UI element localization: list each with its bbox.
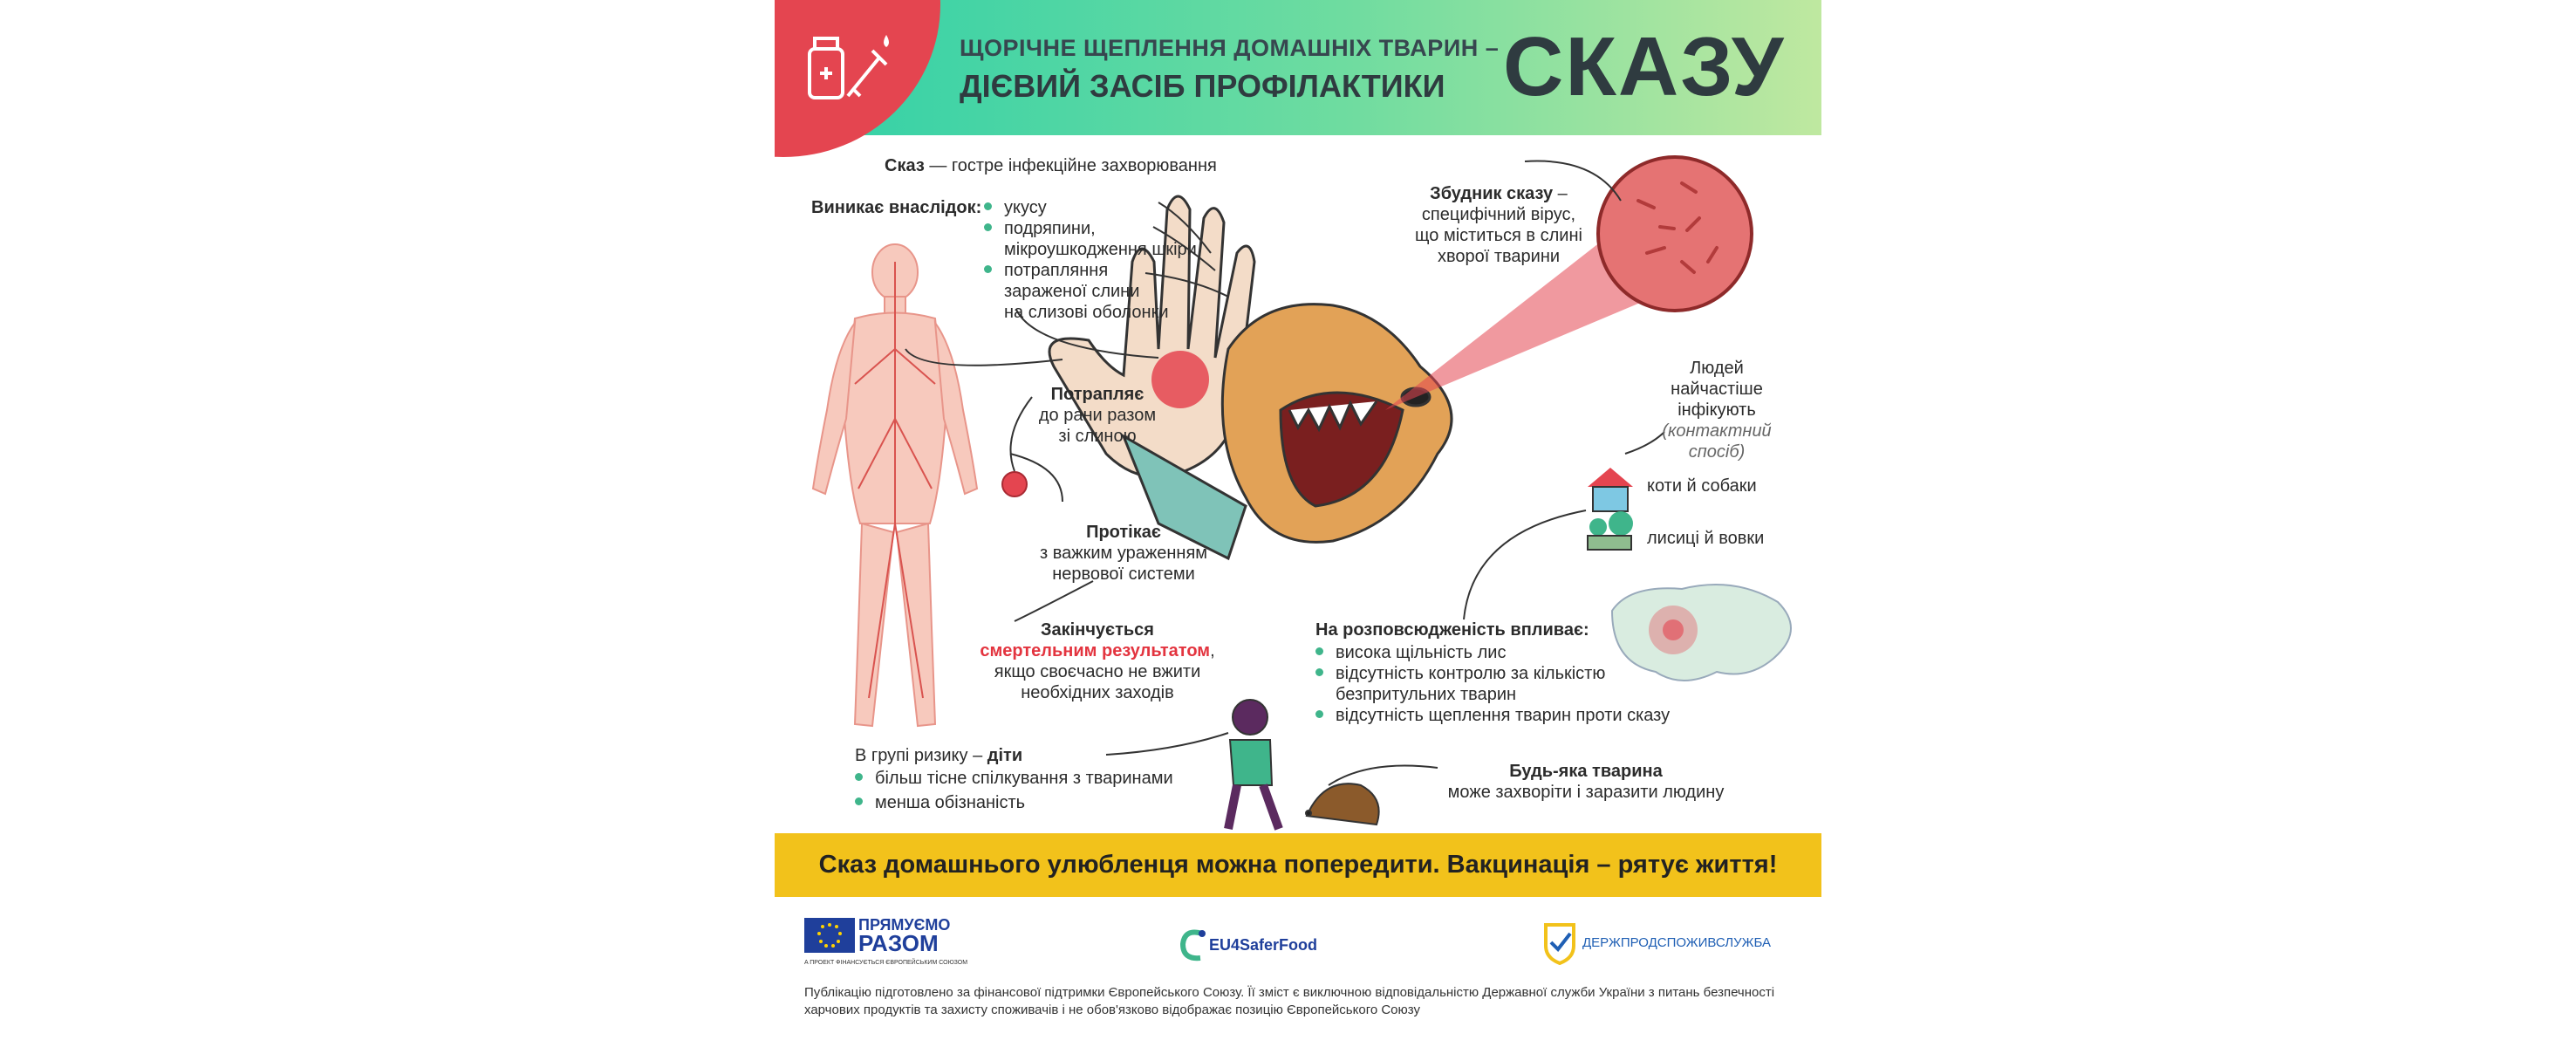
definition-text: Сказ — гостре інфекційне захворювання bbox=[885, 156, 1217, 175]
cause-saliva: потрапляння bbox=[984, 260, 1108, 281]
eu-flag-icon bbox=[804, 918, 855, 953]
any-animal-block: Будь-яка тварина може захворіти і заразити людину bbox=[1447, 762, 1725, 802]
spread-item-vaccination: відсутність щеплення тварин проти сказу bbox=[1315, 705, 1670, 726]
hedgehog-illustration bbox=[1306, 784, 1379, 825]
footer-disclaimer: Публікацію підготовлено за фінансової підтримки Європейського Союзу. Її зміст є виключною відповідальністю Державної служби України з питань безпечності харчових продуктів та захисту споживачів і не обов'язково відображає позицію Європейського Союзу bbox=[804, 985, 1775, 1017]
pathogen-block: Збудник сказу – специфічний вірус, що міститься в слині хворої тварини bbox=[1415, 184, 1582, 266]
cause-saliva-line2: зараженої слини bbox=[1004, 282, 1140, 301]
forest-wildlife-icon bbox=[1588, 511, 1633, 550]
dps-shield-check-icon bbox=[1542, 920, 1577, 965]
source-cats-dogs: коти й собаки bbox=[1647, 476, 1757, 496]
eu-logo[interactable] bbox=[804, 916, 968, 972]
dog-head-illustration bbox=[1222, 305, 1452, 543]
eu-slogan-line1: ПРЯМУЄМО bbox=[858, 916, 951, 934]
dps-logo[interactable] bbox=[1542, 920, 1795, 965]
dps-text: ДЕРЖПРОДСПОЖИВСЛУЖБА bbox=[1582, 935, 1771, 950]
spread-item-foxes: висока щільність лис bbox=[1315, 642, 1506, 663]
eu4saferfood-logo[interactable] bbox=[1176, 925, 1342, 965]
stage-end-block: Закінчується смертельним результатом, якщо своєчасно не вжити необхідних заходів bbox=[980, 620, 1215, 702]
banner-text: Сказ домашнього улюбленця можна попередити. Вакцинація – рятує життя! bbox=[818, 851, 1778, 879]
cause-scratch: подряпини, bbox=[984, 218, 1096, 239]
risk-item-contact: більш тісне спілкування з тваринами bbox=[855, 768, 1173, 789]
cause-scratch-line2: мікроушкодження шкіри bbox=[1004, 240, 1197, 259]
source-foxes-wolves: лисиці й вовки bbox=[1647, 529, 1765, 548]
virus-magnified-circle bbox=[1598, 157, 1752, 311]
stage-enter-block: Потрапляє до рани разом зі слиною bbox=[1038, 385, 1157, 446]
eu-slogan-line2: РАЗОМ bbox=[858, 930, 939, 956]
spread-item-control: відсутність контролю за кількістю bbox=[1315, 663, 1605, 684]
cause-bite: укусу bbox=[984, 197, 1047, 218]
causes-heading: Виникає внаслідок: bbox=[811, 198, 982, 217]
spread-heading: На розповсюдженість впливає: bbox=[1315, 620, 1589, 640]
stage-flow-block: Протікає з важким ураженням нервової системи bbox=[1039, 523, 1208, 584]
eu4saferfood-swirl-icon bbox=[1176, 925, 1211, 965]
child-illustration bbox=[1228, 700, 1279, 829]
house-pets-icon bbox=[1588, 468, 1633, 511]
eu4saferfood-text: EU4SaferFood bbox=[1209, 936, 1318, 954]
spread-item-control-line2: безпритульних тварин bbox=[1336, 685, 1517, 704]
call-to-action-banner bbox=[775, 833, 1821, 897]
risk-item-awareness: менша обізнаність bbox=[855, 792, 1025, 813]
ukraine-map-illustration bbox=[1612, 585, 1791, 681]
rabies-infographic bbox=[775, 0, 1821, 1047]
title-line-2: ДІЄВИЙ ЗАСІБ ПРОФІЛАКТИКИ bbox=[960, 68, 1445, 104]
eu-small-print: A ПРОЕКТ ФІНАНСУЄТЬСЯ ЄВРОПЕЙСЬКИМ СОЮЗОМ bbox=[804, 960, 968, 966]
title-rabies: СКАЗУ bbox=[1503, 20, 1786, 113]
risk-heading: В групі ризику – діти bbox=[855, 746, 1023, 765]
cause-saliva-line3: на слизові оболонки bbox=[1004, 303, 1169, 322]
bite-spot-marker bbox=[1002, 472, 1027, 496]
infection-block: Людей найчастіше інфікують (контактний спосіб) bbox=[1662, 359, 1772, 462]
title-line-1: ЩОРІЧНЕ ЩЕПЛЕННЯ ДОМАШНІХ ТВАРИН – bbox=[960, 35, 1500, 61]
